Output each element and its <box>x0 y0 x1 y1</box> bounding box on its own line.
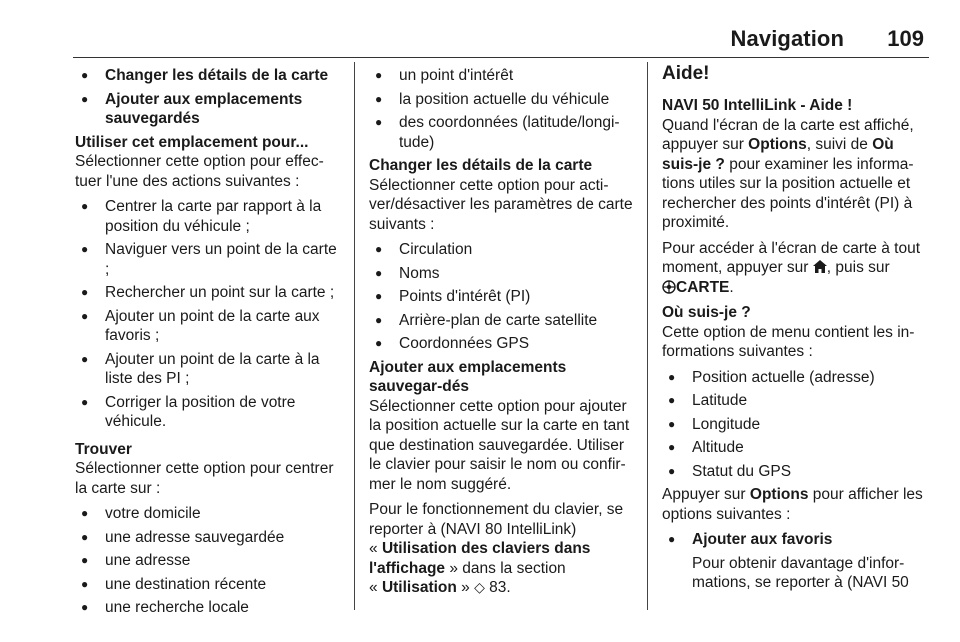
list-item: ● une recherche locale <box>75 598 341 618</box>
help-paragraph: Pour accéder à l'écran de carte à tout moment, appuyer sur , puis sur CARTE. <box>662 239 920 296</box>
section-intro: Sélectionner cette option pour acti-ver/désactiver les paramètres de carte suivants : <box>369 176 633 233</box>
list-item: ● Arrière-plan de carte satellite <box>369 311 635 331</box>
help-title: Aide! <box>662 63 710 84</box>
section-heading: Ajouter aux emplacements sauvegar-dés <box>369 358 567 395</box>
options-paragraph: Appuyer sur Options pour afficher les options suivantes : <box>662 486 923 523</box>
list-item: ● Longitude <box>662 415 930 435</box>
list-item: ● des coordonnées (latitude/longi-tude) <box>369 113 635 152</box>
list-item: ● la position actuelle du véhicule <box>369 90 635 110</box>
list-item: ● une adresse sauvegardée <box>75 528 341 548</box>
section-intro: Sélectionner cette option pour centrer la carte sur : <box>75 460 334 497</box>
list-item: ● Naviguer vers un point de la carte ; <box>75 240 341 279</box>
list-item: ● Circulation <box>369 240 635 260</box>
list-item: ● Changer les détails de la carte <box>75 66 341 86</box>
header-divider <box>73 57 929 58</box>
options-label: Options <box>748 136 807 153</box>
page-reference-icon: ◇ <box>474 579 485 595</box>
list-item: ● Altitude <box>662 438 930 458</box>
page-header <box>0 0 960 56</box>
page-number: 109 <box>887 26 924 51</box>
list-item: ● Rechercher un point sur la carte ; <box>75 283 341 303</box>
list-item: ● Corriger la position de votre véhicule. <box>75 393 341 432</box>
list-item: ● Centrer la carte par rapport à la position du véhicule ; <box>75 197 341 236</box>
target-list <box>75 504 341 618</box>
list-item: ● Ajouter un point de la carte aux favoris ; <box>75 307 341 346</box>
section-heading: Changer les détails de la carte <box>369 157 593 174</box>
column-2 <box>369 62 635 604</box>
list-item: ● Coordonnées GPS <box>369 334 635 354</box>
section-body: Sélectionner cette option pour ajouter la position actuelle sur la carte en tant que destination sauvegardée. Utiliser le clavier pour saisir le nom ou confir-mer le nom suggéré. <box>369 397 630 493</box>
map-settings-list <box>369 240 635 354</box>
list-item: ● Position actuelle (adresse) <box>662 368 930 388</box>
action-list <box>75 197 341 432</box>
section-heading: Où suis-je ? <box>662 304 751 321</box>
list-item: ● Ajouter aux emplacements sauvegardés <box>75 90 341 129</box>
list-item: ● votre domicile <box>75 504 341 524</box>
target-list-continued <box>369 66 635 152</box>
options-list <box>662 530 930 550</box>
page-title: Navigation <box>730 26 844 51</box>
option-list <box>75 66 341 129</box>
location-info-list <box>662 368 930 482</box>
page-reference[interactable]: 83. <box>484 579 511 596</box>
where-am-i-label: Où suis-je ? <box>662 136 894 173</box>
cross-reference-link[interactable]: Utilisation des claviers dans l'affichage <box>369 540 591 577</box>
section-reference-link[interactable]: Utilisation <box>381 579 457 596</box>
list-item: ● Ajouter un point de la carte à la liste des PI ; <box>75 350 341 389</box>
home-icon <box>813 259 827 276</box>
list-item: ● Ajouter aux favoris <box>662 530 930 550</box>
column-divider <box>354 62 355 610</box>
list-item: ● Points d'intérêt (PI) <box>369 287 635 307</box>
options-label: Options <box>749 486 809 503</box>
map-icon <box>662 279 676 296</box>
list-item: ● une adresse <box>75 551 341 571</box>
section-heading: Trouver <box>75 440 132 458</box>
section-intro: Cette option de menu contient les in-formations suivantes : <box>662 323 915 360</box>
favorites-description: Pour obtenir davantage d'infor-mations, se reporter à (NAVI 50 <box>692 554 909 591</box>
section-heading: Utiliser cet emplacement pour... <box>75 133 309 151</box>
list-item: ● Noms <box>369 264 635 284</box>
list-item: ● Latitude <box>662 391 930 411</box>
column-1 <box>75 62 341 622</box>
list-item: ● Statut du GPS <box>662 462 930 482</box>
column-3 <box>662 62 930 593</box>
help-paragraph: Quand l'écran de la carte est affiché, appuyer sur Options, suivi de Où suis-je ? pour examiner les informa-tions utiles sur la position actuelle et rechercher des points d'intérêt (PI) à proximité. <box>662 116 914 231</box>
section-heading: NAVI 50 IntelliLink - Aide ! <box>662 97 853 114</box>
carte-label: CARTE <box>676 278 730 296</box>
keyboard-reference: Pour le fonctionnement du clavier, se reporter à (NAVI 80 IntelliLink) « Utilisation des claviers dans l'affichage » dans la section « Utilisation » ◇ 83. <box>369 501 624 596</box>
list-item: ● un point d'intérêt <box>369 66 635 86</box>
section-intro: Sélectionner cette option pour effec-tuer l'une des actions suivantes : <box>75 153 324 190</box>
list-item: ● une destination récente <box>75 575 341 595</box>
column-divider <box>647 62 648 610</box>
